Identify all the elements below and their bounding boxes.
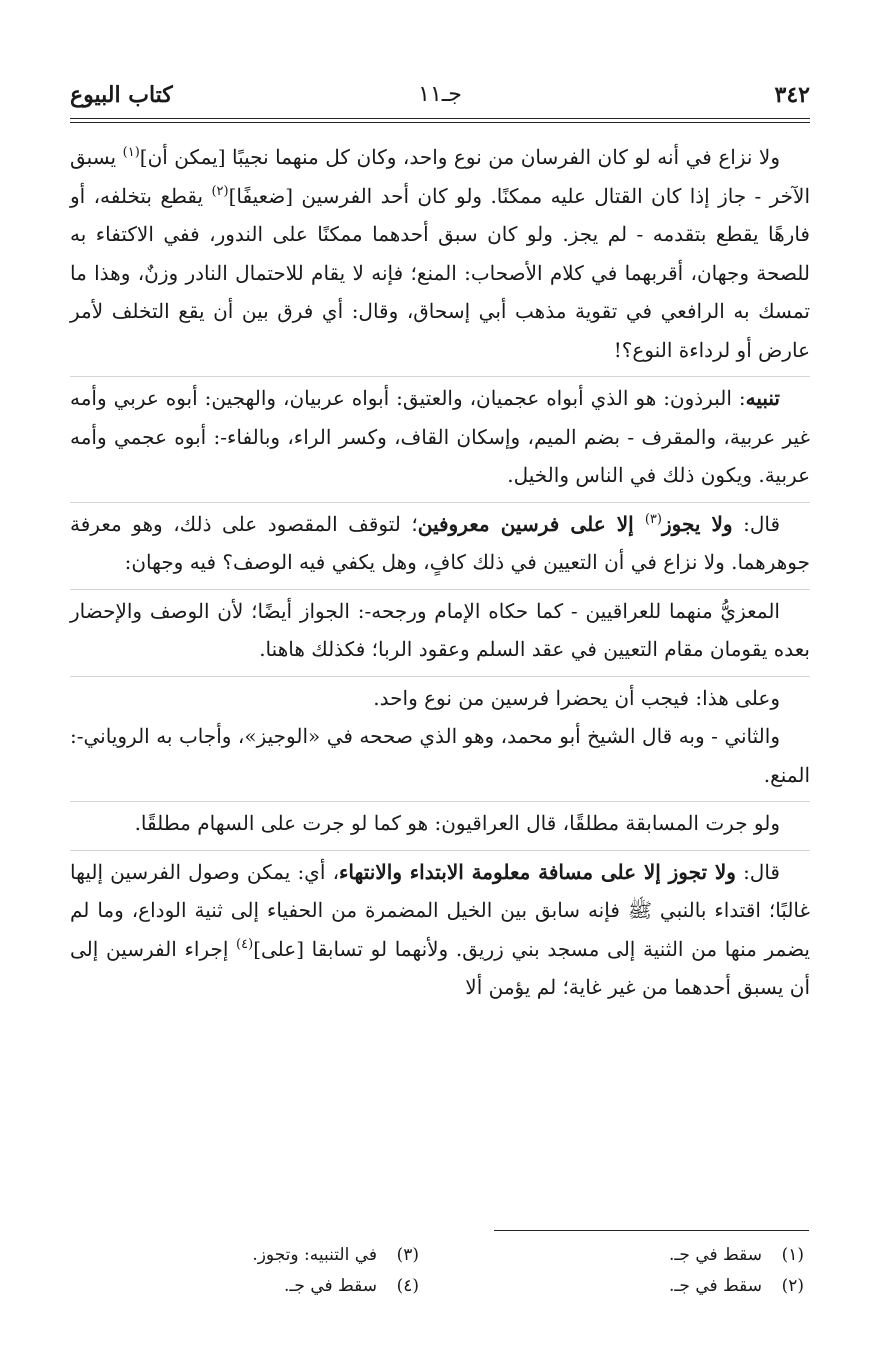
text-run: قال: bbox=[732, 511, 781, 536]
footnote bbox=[99, 1240, 419, 1271]
paragraph bbox=[70, 804, 810, 851]
paragraph bbox=[70, 379, 810, 503]
book-title: كتاب البيوع bbox=[70, 82, 173, 108]
text-run: يسبق الآخر - جاز إذا كان القتال عليه ممكنًا. ولو كان أحد الفرسين [ضعيفًا] bbox=[70, 145, 811, 208]
text-run: قال: bbox=[735, 859, 780, 884]
footnote-text: سقط في جـ. bbox=[669, 1245, 762, 1265]
text-run: ، أي: يمكن وصول الفرسين إليها غالبًا؛ اقتداء بالنبي ﷺ فإنه سابق بين الخيل المضمرة من الحفياء إلى ثنية الوداع، وما لم يضمر منها من الثنية إلى مسجد بني زريق. ولأنهما لو تسابقا [على] bbox=[70, 859, 810, 961]
paragraph bbox=[70, 853, 810, 1007]
text-run: والثاني - وبه قال الشيخ أبو محمد، وهو الذي صححه في «الوجيز»، وأجاب به الروياني-: المنع. bbox=[70, 724, 810, 787]
bold-term: ولا تجوز إلا على مسافة معلومة الابتداء والانتهاء bbox=[339, 859, 736, 884]
paragraph bbox=[70, 592, 810, 677]
footnote-marker: (١) bbox=[122, 145, 140, 160]
footnote-text: في التنبيه: وتجوز. bbox=[252, 1245, 377, 1265]
text-run: ؛ لتوقف المقصود على ذلك، وهو معرفة جوهرهما. ولا نزاع في أن التعيين في ذلك كافٍ، وهل يكفي فيه الوصف؟ فيه وجهان: bbox=[70, 511, 810, 574]
footnote-number: (١) bbox=[781, 1245, 804, 1265]
footnote-rule bbox=[494, 1230, 809, 1231]
page-number: ٣٤٢ bbox=[774, 82, 810, 108]
bold-term: ولا يجوز bbox=[661, 511, 733, 536]
footnote-number: (٤) bbox=[396, 1276, 419, 1296]
footnote bbox=[504, 1240, 804, 1271]
footnote-marker: (٤) bbox=[236, 936, 254, 952]
footnote-number: (٣) bbox=[396, 1245, 419, 1265]
volume-label: جـ١١ bbox=[418, 82, 462, 107]
footnote-text: سقط في جـ. bbox=[669, 1276, 762, 1296]
text-run: : البرذون: هو الذي أبواه عجميان، والعتيق: أبواه عربيان، والهجين: أبوه عربي وأمه غير عربية، والمقرف - بضم الميم، وإسكان القاف، وكسر الراء، وبالفاء-: أبوه عجمي وأمه عربية. ويكون ذلك في الناس والخيل. bbox=[70, 386, 810, 487]
footnote bbox=[504, 1271, 804, 1302]
paragraph bbox=[70, 679, 810, 718]
footnote-marker: (٣) bbox=[644, 511, 662, 527]
main-text bbox=[70, 138, 810, 1007]
bold-term: إلا على فرسين معروفين bbox=[417, 511, 645, 536]
paragraph bbox=[70, 717, 810, 802]
footnotes-left-column bbox=[99, 1240, 419, 1302]
text-run: إجراء الفرسين إلى أن يسبق أحدهما من غير غاية؛ لم يؤمن ألا bbox=[70, 936, 810, 999]
footnote bbox=[99, 1271, 419, 1302]
text-run: المعزيُّ منهما للعراقيين - كما حكاه الإمام ورجحه-: الجواز أيضًا؛ لأن الوصف والإحضار بعده يقومان مقام التعيين في عقد السلم وعقود الربا؛ فكذلك هاهنا. bbox=[70, 598, 810, 661]
header-rule-bottom bbox=[70, 122, 810, 123]
paragraph bbox=[70, 138, 810, 377]
footnote-marker: (٢) bbox=[211, 183, 229, 199]
page-header bbox=[70, 76, 810, 116]
bold-term: تنبيه bbox=[745, 386, 780, 410]
text-run: ولا نزاع في أنه لو كان الفرسان من نوع واحد، وكان كل منهما نجيبًا [يمكن أن] bbox=[139, 145, 780, 169]
footnotes-right-column bbox=[504, 1240, 804, 1302]
text-run: وعلى هذا: فيجب أن يحضرا فرسين من نوع واحد. bbox=[373, 685, 780, 710]
text-run: يقطع بتخلفه، أو فارهًا يقطع بتقدمه - لم يجز. ولو كان سبق أحدهما ممكنًا على الندور، ففي الاكتفاء به للصحة وجهان، أقربهما في كلام الأصحاب: المنع؛ فإنه لا يقام للاحتمال النادر وزنٌ، وهذا ما تمسك به الرافعي في تقوية مذهب أبي إسحاق، وقال: أي فرق بين أن يقع التخلف لأمر عارض أو لرداءة النوع؟! bbox=[70, 183, 810, 362]
text-run: ولو جرت المسابقة مطلقًا، قال العراقيون: هو كما لو جرت على السهام مطلقًا. bbox=[134, 811, 780, 835]
paragraph bbox=[70, 505, 810, 590]
footnote-text: سقط في جـ. bbox=[284, 1276, 377, 1296]
footnote-number: (٢) bbox=[781, 1276, 804, 1296]
header-rule-top bbox=[70, 118, 810, 119]
